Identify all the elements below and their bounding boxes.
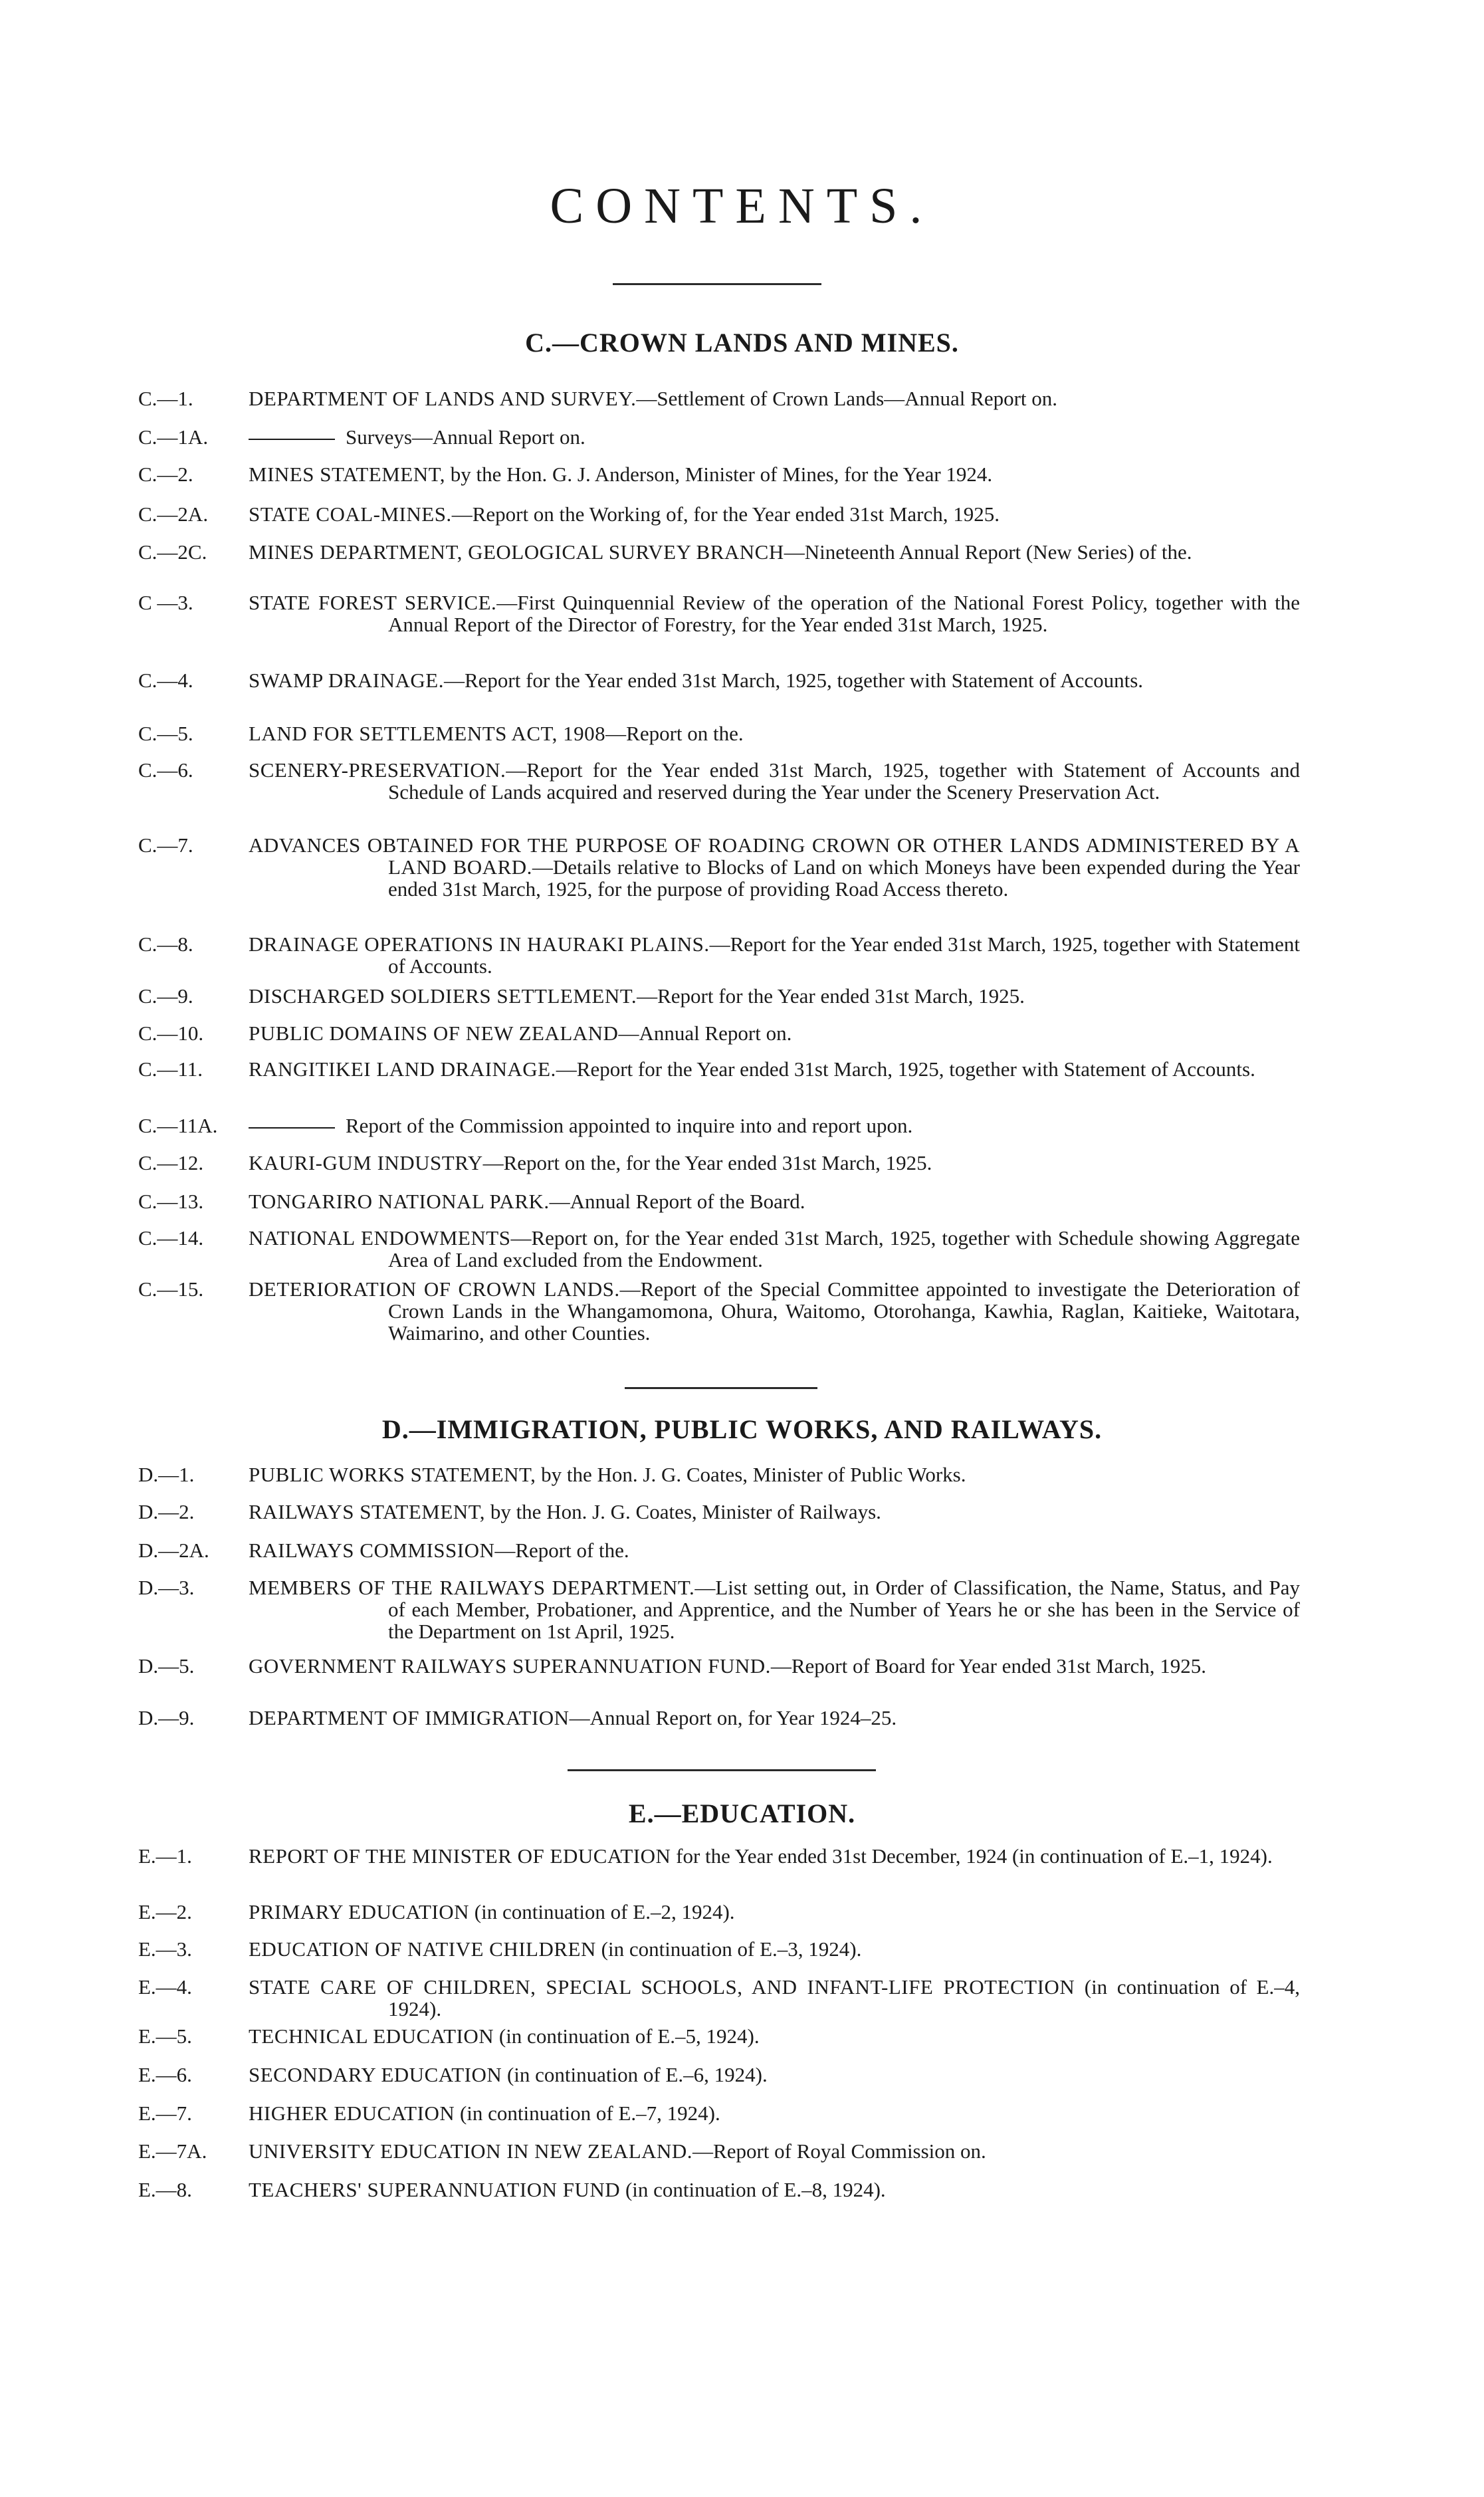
entry-code: C.—13. xyxy=(138,1190,204,1213)
entry-description xyxy=(249,2179,1300,2201)
entry-description xyxy=(249,592,1300,635)
entry-detail: (in continuation of E.–7, 1924). xyxy=(455,2102,720,2125)
entry-code: E.—6. xyxy=(138,2063,192,2086)
entry-code: C.—5. xyxy=(138,722,193,745)
entry-title: MINES STATEMENT, xyxy=(249,463,445,486)
entry-title: STATE CARE OF CHILDREN, SPECIAL SCHOOLS, AND INFANT-LIFE PROTECTION xyxy=(249,1975,1075,1999)
entry-description xyxy=(249,1707,1300,1729)
entry-detail: —Report for the Year ended 31st March, 1925, together with Statement of Accounts. xyxy=(556,1057,1255,1081)
entry-code: D.—3. xyxy=(138,1576,195,1599)
entry-code: C.—4. xyxy=(138,669,193,692)
entry-text-block xyxy=(249,1501,1300,1523)
entry-code: C.—9. xyxy=(138,984,193,1008)
entry-code: C —3. xyxy=(138,591,193,614)
entry-title: DETERIORATION OF CROWN LANDS. xyxy=(249,1277,620,1301)
entry-title: RAILWAYS COMMISSION xyxy=(249,1539,495,1562)
entry-title: MEMBERS OF THE RAILWAYS DEPARTMENT. xyxy=(249,1576,695,1599)
entry-code: C.—10. xyxy=(138,1022,204,1045)
entry-description xyxy=(249,1576,1300,1642)
entry-text-block xyxy=(249,1539,1300,1561)
entry-title: DEPARTMENT OF IMMIGRATION xyxy=(249,1706,570,1729)
entry-description xyxy=(249,2025,1300,2047)
entry-code: E.—5. xyxy=(138,2024,192,2048)
entry-title: GOVERNMENT RAILWAYS SUPERANNUATION FUND. xyxy=(249,1654,771,1678)
entry-description xyxy=(249,1539,1300,1561)
entry-title: LAND FOR SETTLEMENTS ACT, 1908 xyxy=(249,722,606,745)
section-heading-e: E.—EDUCATION. xyxy=(628,1798,856,1828)
entry-description xyxy=(249,1845,1300,1867)
entry-title: STATE FOREST SERVICE. xyxy=(249,591,497,614)
entry-detail: —Settlement of Crown Lands—Annual Report on. xyxy=(636,387,1058,410)
entry-text-block xyxy=(249,1655,1300,1677)
entry-code: E.—7. xyxy=(138,2102,192,2125)
entry-code: C.—6. xyxy=(138,758,193,782)
entry-text-block xyxy=(249,933,1300,977)
entry-title: SCENERY-PRESERVATION. xyxy=(249,758,506,782)
entry-description xyxy=(249,1976,1300,2020)
entry-title: PRIMARY EDUCATION xyxy=(249,1900,470,1923)
entry-description xyxy=(249,985,1300,1007)
entry-description xyxy=(249,834,1300,900)
entry-code: E.—4. xyxy=(138,1975,192,1999)
entry-title: SWAMP DRAINAGE. xyxy=(249,669,444,692)
entry-description xyxy=(249,503,1300,525)
entry-detail: by the Hon. G. J. Anderson, Minister of Mines, for the Year 1924. xyxy=(445,463,993,486)
entry-detail: —Report on the. xyxy=(605,722,744,745)
entry-code: C.—7. xyxy=(138,833,193,857)
entry-detail: —Report for the Year ended 31st March, 1925, together with Statement of Accounts. xyxy=(443,669,1144,692)
entry-description xyxy=(249,759,1300,803)
ditto-dash xyxy=(249,1127,335,1129)
entry-code: D.—5. xyxy=(138,1654,195,1678)
entry-text-block xyxy=(249,1464,1300,1485)
entry-code: C.—2. xyxy=(138,463,193,486)
entry-description xyxy=(249,1152,1300,1174)
entry-description xyxy=(249,1022,1300,1044)
entry-text-block xyxy=(249,2102,1300,2124)
entry-detail: (in continuation of E.–2, 1924). xyxy=(469,1900,735,1923)
entry-title: HIGHER EDUCATION xyxy=(249,2102,455,2125)
entry-text-block xyxy=(249,1707,1300,1729)
entry-detail: —First Quinquennial Review of the operation of the National Forest Policy, together with the Annual Report of the Director of Forestry, for the Year ended 31st March, 1925. xyxy=(388,591,1300,636)
entry-text-block xyxy=(249,1152,1300,1174)
entry-code: D.—1. xyxy=(138,1463,195,1486)
entry-text-block xyxy=(249,722,1300,744)
entry-code: C.—12. xyxy=(138,1151,204,1174)
entry-text-block xyxy=(249,1901,1300,1923)
entry-code: D.—2. xyxy=(138,1500,195,1523)
entry-text-block xyxy=(249,1976,1300,2020)
page-title: CONTENTS. xyxy=(550,178,934,234)
entry-detail: for the Year ended 31st December, 1924 (in continuation of E.–1, 1924). xyxy=(671,1844,1273,1868)
entry-title: TEACHERS' SUPERANNUATION FUND xyxy=(249,2178,621,2201)
entry-text-block xyxy=(249,1278,1300,1344)
entry-text-block xyxy=(249,2140,1300,2162)
entry-title: RANGITIKEI LAND DRAINAGE. xyxy=(249,1057,556,1081)
entry-description xyxy=(249,1464,1300,1485)
entry-description xyxy=(249,1058,1300,1080)
entry-description xyxy=(249,387,1300,409)
section-heading-d: D.—IMMIGRATION, PUBLIC WORKS, AND RAILWAYS. xyxy=(381,1414,1103,1444)
entry-description xyxy=(249,1115,1300,1137)
entry-code: D.—2A. xyxy=(138,1539,209,1562)
entry-code: D.—9. xyxy=(138,1706,195,1729)
entry-text-block xyxy=(249,503,1300,525)
entry-code: C.—2C. xyxy=(138,540,207,564)
entry-title: EDUCATION OF NATIVE CHILDREN xyxy=(249,1937,596,1961)
entry-title: DRAINAGE OPERATIONS IN HAURAKI PLAINS. xyxy=(249,932,710,956)
entry-description xyxy=(249,722,1300,744)
entry-text-block xyxy=(249,1938,1300,1960)
entry-title: DEPARTMENT OF LANDS AND SURVEY. xyxy=(249,387,637,410)
entry-title: RAILWAYS STATEMENT, xyxy=(249,1500,486,1523)
entry-description xyxy=(249,541,1300,563)
section-heading-c: C.—CROWN LANDS AND MINES. xyxy=(525,328,959,358)
entry-code: E.—7A. xyxy=(138,2139,207,2163)
entry-code: C.—11A. xyxy=(138,1114,218,1137)
entry-text-block xyxy=(249,2179,1300,2201)
entry-title: REPORT OF THE MINISTER OF EDUCATION xyxy=(249,1844,671,1868)
entry-text-block xyxy=(249,1576,1300,1642)
entry-detail: —Report of Royal Commission on. xyxy=(692,2139,986,2163)
entry-code: C.—14. xyxy=(138,1226,204,1249)
entry-title: STATE COAL-MINES. xyxy=(249,502,452,526)
entry-title: UNIVERSITY EDUCATION IN NEW ZEALAND. xyxy=(249,2139,693,2163)
entry-detail: (in continuation of E.–6, 1924). xyxy=(502,2063,768,2086)
entry-text-block xyxy=(249,1115,1300,1137)
entry-detail: —Report of the Special Committee appointed to investigate the Deterioration of Crown Lands in the Whangamomona, Ohura, Waitomo, Otorohanga, Kawhia, Raglan, Kaitieke, Waitotara, Waimarino, and other Counties. xyxy=(388,1277,1300,1345)
title-divider xyxy=(613,283,821,285)
entry-description xyxy=(249,669,1300,691)
entry-detail: —Report for the Year ended 31st March, 1925, together with Statement of Accounts and Schedule of Lands acquired and reserved during the Year under the Scenery Preservation Act. xyxy=(388,758,1300,804)
entry-title: NATIONAL ENDOWMENTS xyxy=(249,1226,511,1249)
entry-text-block xyxy=(249,834,1300,900)
entry-detail: —Annual Report on. xyxy=(618,1022,792,1045)
entry-description xyxy=(249,1227,1300,1271)
entry-text-block xyxy=(249,426,1300,448)
entry-detail: —Nineteenth Annual Report (New Series) of the. xyxy=(784,540,1192,564)
entry-text-block xyxy=(249,669,1300,691)
entry-code: C.—1A. xyxy=(138,425,209,449)
entry-description xyxy=(249,1278,1300,1344)
entry-detail: by the Hon. J. G. Coates, Minister of Public Works. xyxy=(536,1463,966,1486)
entry-description xyxy=(249,463,1300,485)
entry-detail: (in continuation of E.–5, 1924). xyxy=(494,2024,760,2048)
entry-description xyxy=(249,1655,1300,1677)
entry-text-block xyxy=(249,2064,1300,2086)
ditto-dash xyxy=(249,439,335,440)
entry-description xyxy=(249,426,1300,448)
entry-text-block xyxy=(249,541,1300,563)
entry-detail: Report of the Commission appointed to inquire into and report upon. xyxy=(346,1114,913,1137)
entry-detail: —Annual Report of the Board. xyxy=(549,1190,805,1213)
entry-detail: Surveys—Annual Report on. xyxy=(346,425,585,449)
entry-description xyxy=(249,2102,1300,2124)
entry-text-block xyxy=(249,1022,1300,1044)
entry-code: E.—1. xyxy=(138,1844,192,1868)
entry-code: C.—15. xyxy=(138,1277,204,1301)
entry-code: E.—2. xyxy=(138,1900,192,1923)
entry-detail: —Report on the, for the Year ended 31st March, 1925. xyxy=(482,1151,932,1174)
entry-detail: (in continuation of E.–8, 1924). xyxy=(620,2178,886,2201)
entry-code: E.—8. xyxy=(138,2178,192,2201)
entry-text-block xyxy=(249,985,1300,1007)
entry-text-block xyxy=(249,387,1300,409)
entry-title: PUBLIC DOMAINS OF NEW ZEALAND xyxy=(249,1022,619,1045)
section-c-divider xyxy=(625,1387,817,1389)
entry-detail: —List setting out, in Order of Classification, the Name, Status, and Pay of each Member, Probationer, and Apprentice, and the Number of Years he or she has been in the Service of the Department on 1st April, 1925. xyxy=(388,1576,1300,1643)
entry-text-block xyxy=(249,1058,1300,1080)
entry-title: MINES DEPARTMENT, GEOLOGICAL SURVEY BRANCH xyxy=(249,540,784,564)
entry-detail: —Report of Board for Year ended 31st March, 1925. xyxy=(770,1654,1207,1678)
entry-code: C.—8. xyxy=(138,932,193,956)
entry-detail: —Report for the Year ended 31st March, 1925, together with Statement of Accounts. xyxy=(388,932,1300,978)
entry-text-block xyxy=(249,592,1300,635)
entry-detail: —Report on, for the Year ended 31st March, 1925, together with Schedule showing Aggregate Area of Land excluded from the Endowment. xyxy=(388,1226,1301,1271)
entry-description xyxy=(249,1190,1300,1212)
entry-title: KAURI-GUM INDUSTRY xyxy=(249,1151,483,1174)
entry-title: TONGARIRO NATIONAL PARK. xyxy=(249,1190,550,1213)
entry-title: SECONDARY EDUCATION xyxy=(249,2063,502,2086)
entry-description xyxy=(249,1501,1300,1523)
entry-detail: —Report of the. xyxy=(494,1539,629,1562)
entry-detail: (in continuation of E.–3, 1924). xyxy=(595,1937,862,1961)
entry-detail: (in continuation of E.–4, 1924). xyxy=(388,1975,1300,2020)
entry-title: ADVANCES OBTAINED FOR THE PURPOSE OF ROADING CROWN OR OTHER LANDS ADMINISTERED BY A LAND BOARD. xyxy=(249,833,1300,879)
entry-text-block xyxy=(249,463,1300,485)
entry-text-block xyxy=(249,1845,1300,1867)
entry-description xyxy=(249,1938,1300,1960)
entry-code: E.—3. xyxy=(138,1937,192,1961)
entry-description xyxy=(249,933,1300,977)
entry-code: C.—11. xyxy=(138,1057,203,1081)
entry-code: C.—1. xyxy=(138,387,193,410)
entry-detail: by the Hon. J. G. Coates, Minister of Railways. xyxy=(485,1500,881,1523)
entry-text-block xyxy=(249,1190,1300,1212)
entry-title: DISCHARGED SOLDIERS SETTLEMENT. xyxy=(249,984,637,1008)
entry-detail: —Report for the Year ended 31st March, 1925. xyxy=(637,984,1025,1008)
entry-detail: —Report on the Working of, for the Year ended 31st March, 1925. xyxy=(451,502,1000,526)
entry-description xyxy=(249,2140,1300,2162)
entry-description xyxy=(249,1901,1300,1923)
entry-title: PUBLIC WORKS STATEMENT, xyxy=(249,1463,536,1486)
entry-text-block xyxy=(249,759,1300,803)
entry-description xyxy=(249,2064,1300,2086)
entry-detail: —Details relative to Blocks of Land on which Moneys have been expended during the Year ended 31st March, 1925, for the purpose of providing Road Access thereto. xyxy=(388,855,1300,901)
entry-code: C.—2A. xyxy=(138,502,209,526)
entry-detail: —Annual Report on, for Year 1924–25. xyxy=(569,1706,897,1729)
section-d-divider xyxy=(568,1769,876,1771)
entry-text-block xyxy=(249,1227,1300,1271)
entry-text-block xyxy=(249,2025,1300,2047)
entry-title: TECHNICAL EDUCATION xyxy=(249,2024,494,2048)
